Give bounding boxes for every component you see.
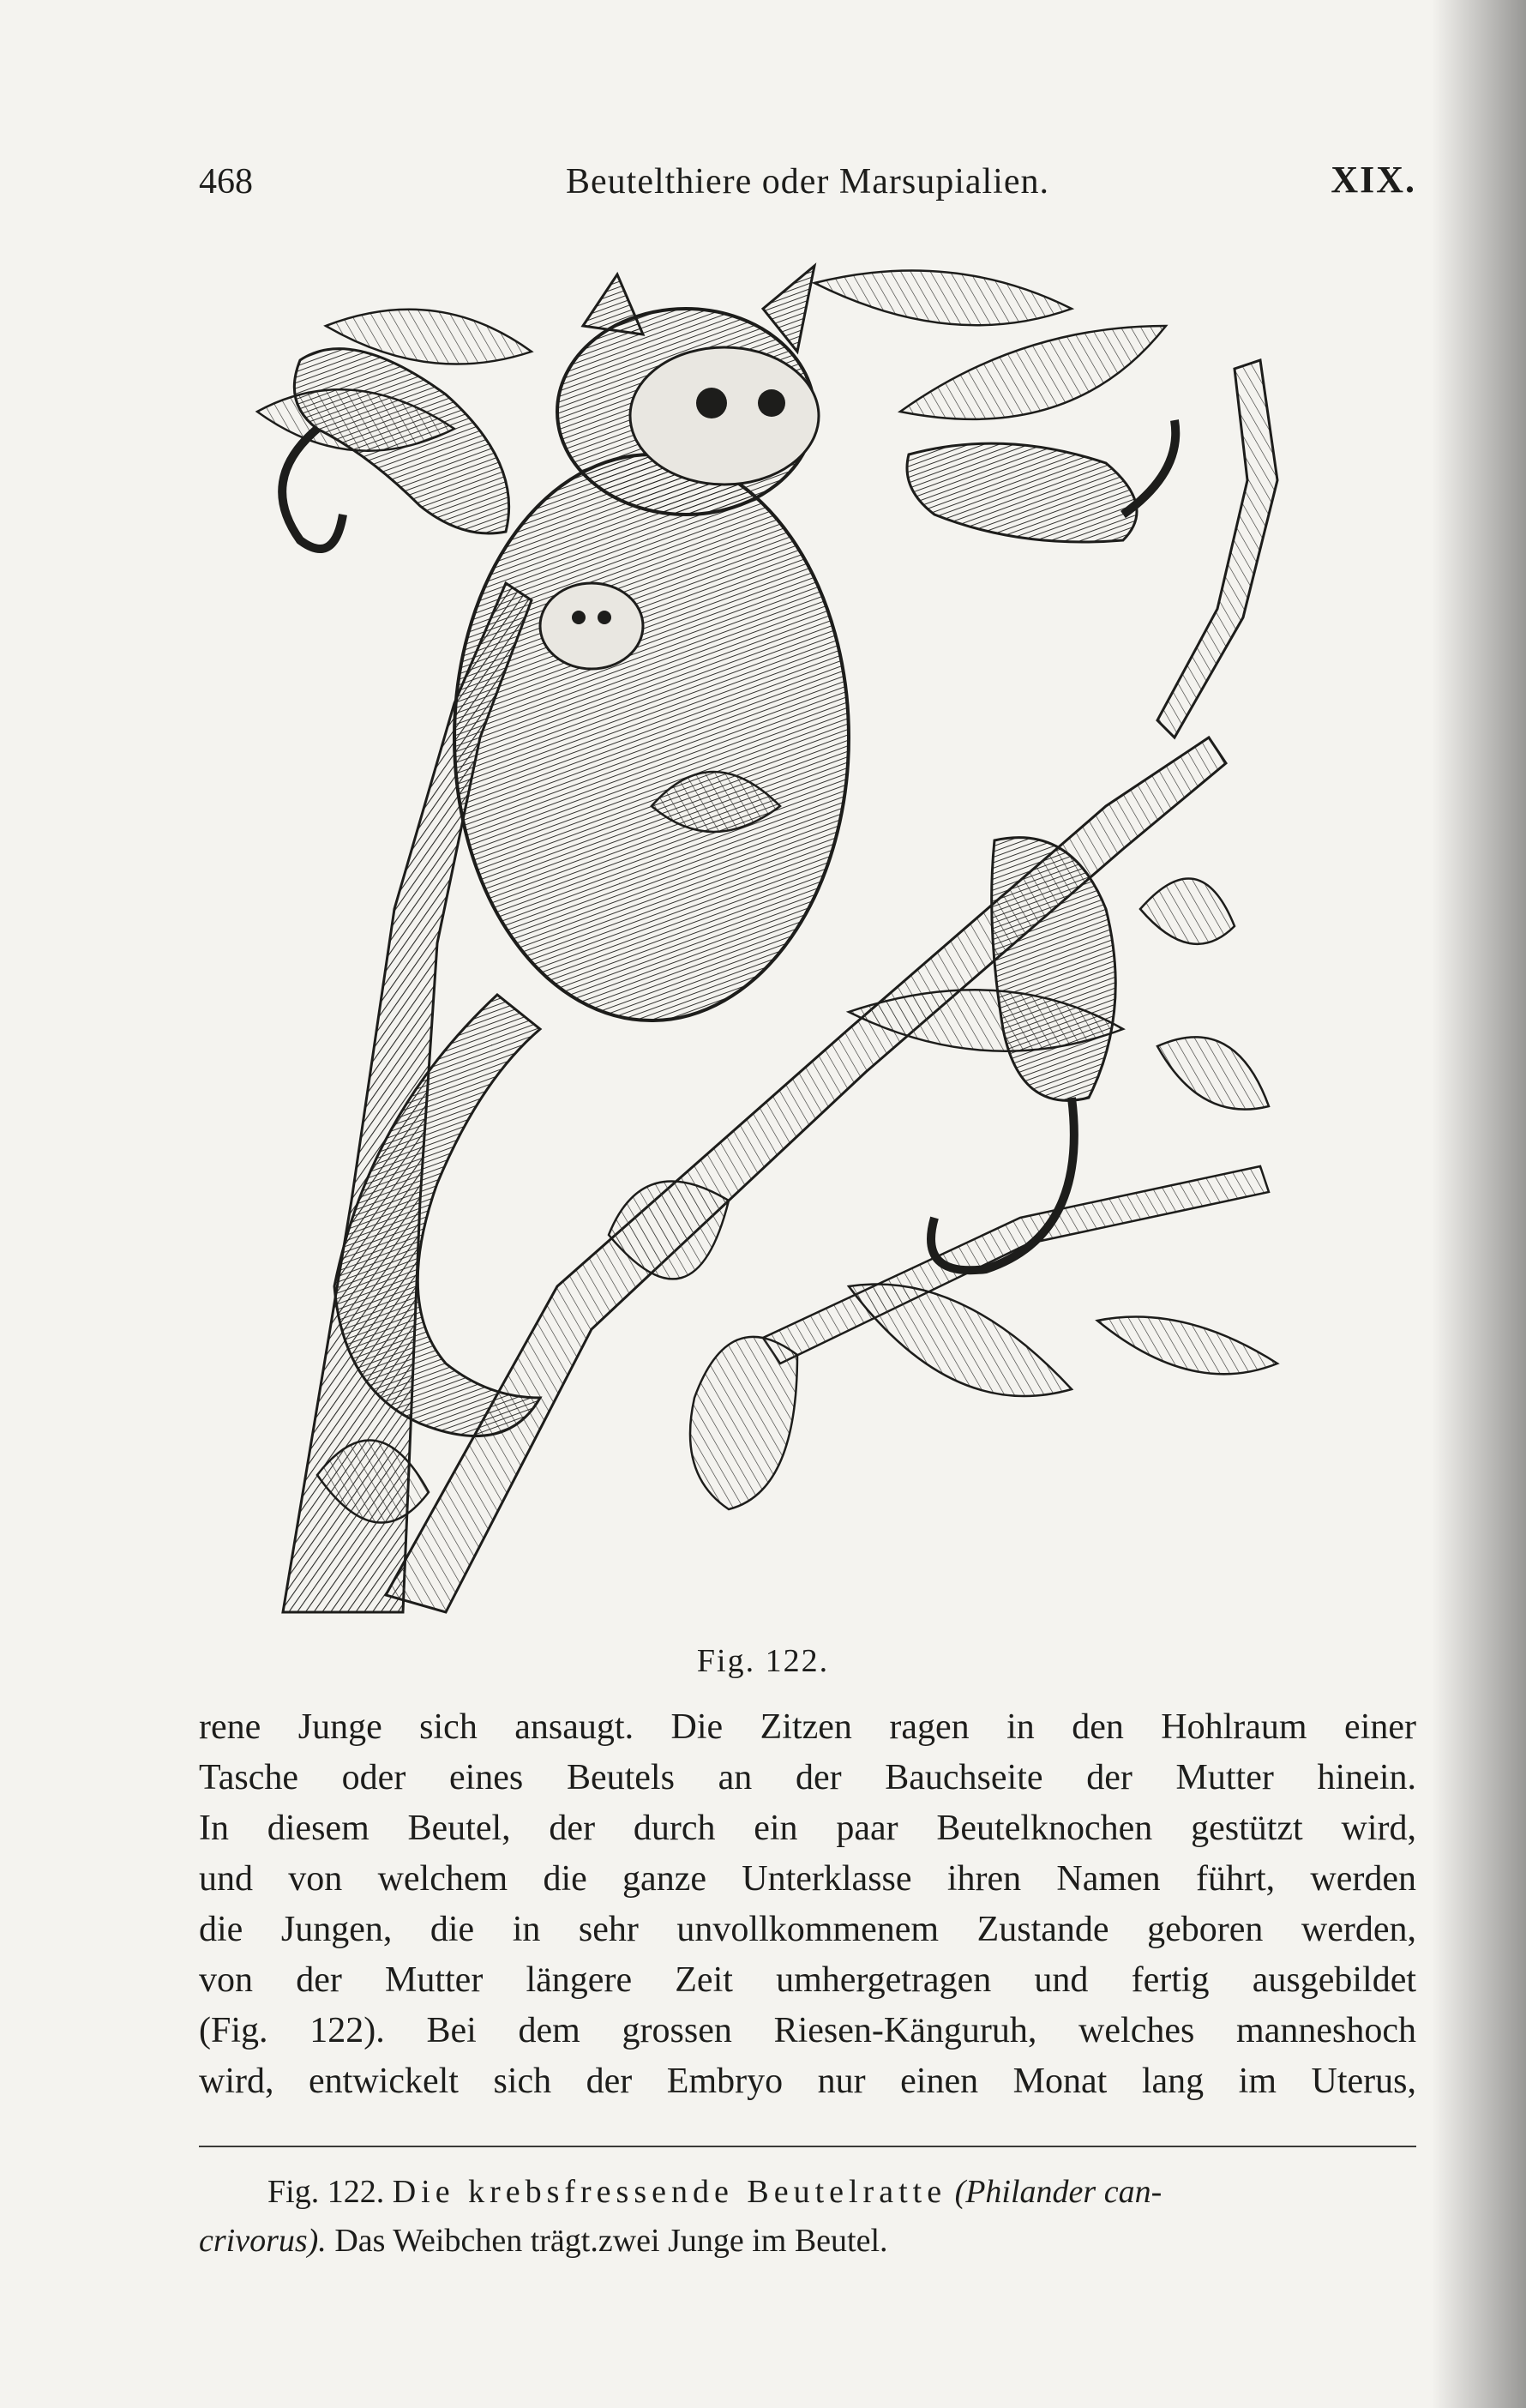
body-line: von der Mutter längere Zeit umhergetragen und fertig ausgebildet bbox=[199, 1960, 1416, 2000]
caption-species: (Philander can- bbox=[954, 2174, 1163, 2210]
caption-species-cont: crivorus). bbox=[199, 2223, 327, 2259]
marsupial-engraving bbox=[249, 257, 1380, 1629]
engraving-illustration bbox=[249, 257, 1380, 1629]
caption-line-1 bbox=[199, 2168, 1416, 2217]
figure-caption bbox=[199, 2168, 1416, 2266]
body-line: rene Junge sich ansaugt. Die Zitzen ragen in den Hohlraum einer bbox=[199, 1707, 1416, 1747]
caption-fig-ref: Fig. 122. bbox=[267, 2174, 385, 2210]
caption-line-2 bbox=[199, 2217, 1416, 2266]
body-line: (Fig. 122). Bei dem grossen Riesen-Känguruh, welches manneshoch bbox=[199, 2011, 1416, 2050]
young-opossum-left bbox=[282, 349, 508, 549]
body-line: wird, entwickelt sich der Embryo nur einen Monat lang im Uterus, bbox=[199, 2062, 1416, 2101]
footnote-divider bbox=[199, 2146, 1416, 2147]
body-paragraph bbox=[199, 1702, 1416, 2107]
body-line: Tasche oder eines Beutels an der Bauchseite der Mutter hinein. bbox=[199, 1758, 1416, 1797]
body-line: In diesem Beutel, der durch ein paar Beutelknochen gestützt wird, bbox=[199, 1809, 1416, 1848]
page-number: 468 bbox=[199, 162, 253, 202]
running-title: Beutelthiere oder Marsupialien. bbox=[566, 162, 1049, 202]
figure-label: Fig. 122. bbox=[696, 1643, 830, 1679]
body-line: und von welchem die ganze Unterklasse ihren Namen führt, werden bbox=[199, 1859, 1416, 1899]
body-line: die Jungen, die in sehr unvollkommenem Zustande geboren werden, bbox=[199, 1910, 1416, 1949]
young-opossum-right bbox=[907, 420, 1175, 542]
caption-description: Das Weibchen trägt.zwei Junge im Beutel. bbox=[334, 2223, 888, 2259]
page-header bbox=[199, 153, 1416, 213]
page-edge-shadow bbox=[1432, 0, 1526, 2408]
caption-title: Die krebsfressende Beutelratte bbox=[392, 2174, 947, 2210]
chapter-number: XIX. bbox=[1331, 159, 1416, 201]
